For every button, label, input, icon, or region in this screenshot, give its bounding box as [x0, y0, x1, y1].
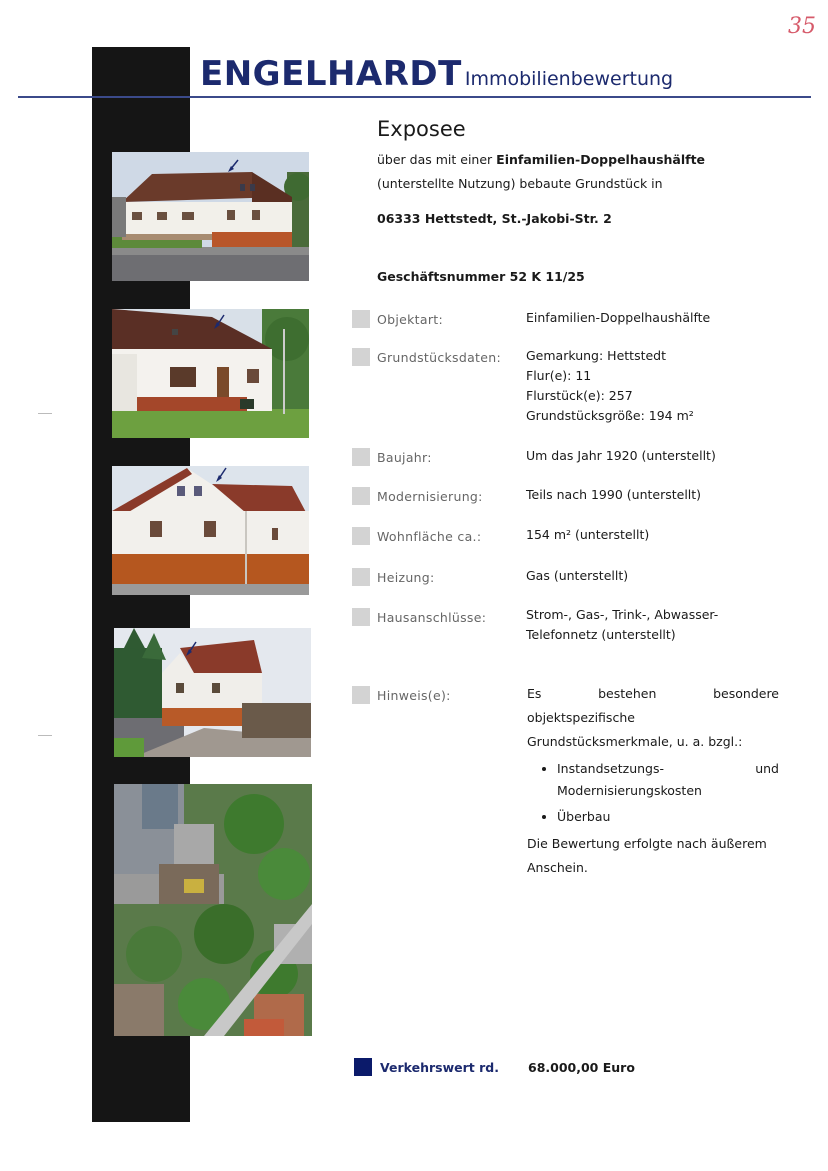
- hinweis-list: [527, 758, 779, 828]
- business-number: Geschäftsnummer 52 K 11/25: [377, 269, 585, 284]
- hinweis-bullet-2: • Überbau: [557, 806, 779, 828]
- hinweis-text-2: Die Bewertung erfolgte nach äußerem Anschein.: [527, 836, 767, 875]
- value-wohnflaeche: 154 m² (unterstellt): [526, 527, 650, 542]
- margin-mark: [38, 735, 52, 736]
- brand-name: ENGELHARDT: [200, 54, 462, 94]
- value-objektart: Einfamilien-Doppelhaushälfte: [526, 310, 711, 325]
- row-square: [352, 568, 370, 586]
- brand-subtitle: Immobilienbewertung: [464, 68, 674, 90]
- value-hausanschluesse-line1: Strom-, Gas-, Trink-, Abwasser-: [526, 607, 719, 622]
- margin-mark: [38, 413, 52, 414]
- row-square: [352, 608, 370, 626]
- hinweis-text-1: Es bestehen besondere objektspezifische Grundstücksmerkmale, u. a. bzgl.:: [527, 686, 779, 749]
- row-square: [352, 348, 370, 366]
- verkehrswert-square: [354, 1058, 372, 1076]
- intro-text-pre: über das mit einer: [377, 152, 493, 167]
- row-square: [352, 448, 370, 466]
- page-number: 35: [788, 14, 816, 39]
- verkehrswert-label: Verkehrswert rd.: [380, 1060, 499, 1075]
- brand-logo: [200, 54, 673, 94]
- value-grundstuecksdaten: [526, 346, 694, 426]
- house-photo-4: [114, 628, 311, 757]
- value-modernisierung: Teils nach 1990 (unterstellt): [526, 487, 702, 502]
- value-flur: Flur(e): 11: [526, 368, 592, 383]
- label-grundstuecksdaten: Grundstücksdaten:: [377, 350, 501, 365]
- house-photo-3: [112, 466, 309, 595]
- row-square: [352, 487, 370, 505]
- intro-text-post: (unterstellte Nutzung) bebaute Grundstück in: [377, 176, 663, 191]
- value-gemarkung: Gemarkung: Hettstedt: [526, 348, 667, 363]
- value-hausanschluesse-line2: Telefonnetz (unterstellt): [526, 627, 676, 642]
- value-heizung: Gas (unterstellt): [526, 568, 629, 583]
- label-hinweis: Hinweis(e):: [377, 688, 451, 703]
- value-groesse: Grundstücksgröße: 194 m²: [526, 408, 694, 423]
- label-baujahr: Baujahr:: [377, 450, 432, 465]
- verkehrswert-value: 68.000,00 Euro: [528, 1060, 635, 1075]
- value-baujahr: Um das Jahr 1920 (unterstellt): [526, 448, 716, 463]
- value-hausanschluesse: [526, 605, 718, 645]
- house-photo-1: [112, 152, 309, 281]
- label-wohnflaeche: Wohnfläche ca.:: [377, 529, 482, 544]
- value-hinweis: [527, 682, 779, 880]
- house-photo-2: [112, 309, 309, 438]
- aerial-photo: [114, 784, 312, 1036]
- value-flurstueck: Flurstück(e): 257: [526, 388, 633, 403]
- intro-text: [377, 148, 777, 196]
- label-objektart: Objektart:: [377, 312, 443, 327]
- row-square: [352, 310, 370, 328]
- row-square: [352, 686, 370, 704]
- intro-text-bold: Einfamilien-Doppelhaushälfte: [496, 152, 706, 167]
- document-title: Exposee: [377, 117, 466, 141]
- row-square: [352, 527, 370, 545]
- property-address: 06333 Hettstedt, St.-Jakobi-Str. 2: [377, 211, 612, 226]
- label-heizung: Heizung:: [377, 570, 435, 585]
- hinweis-bullet-1: • Instandsetzungs- und Modernisierungskosten: [557, 758, 779, 802]
- label-hausanschluesse: Hausanschlüsse:: [377, 610, 487, 625]
- label-modernisierung: Modernisierung:: [377, 489, 483, 504]
- header-rule: [18, 96, 811, 98]
